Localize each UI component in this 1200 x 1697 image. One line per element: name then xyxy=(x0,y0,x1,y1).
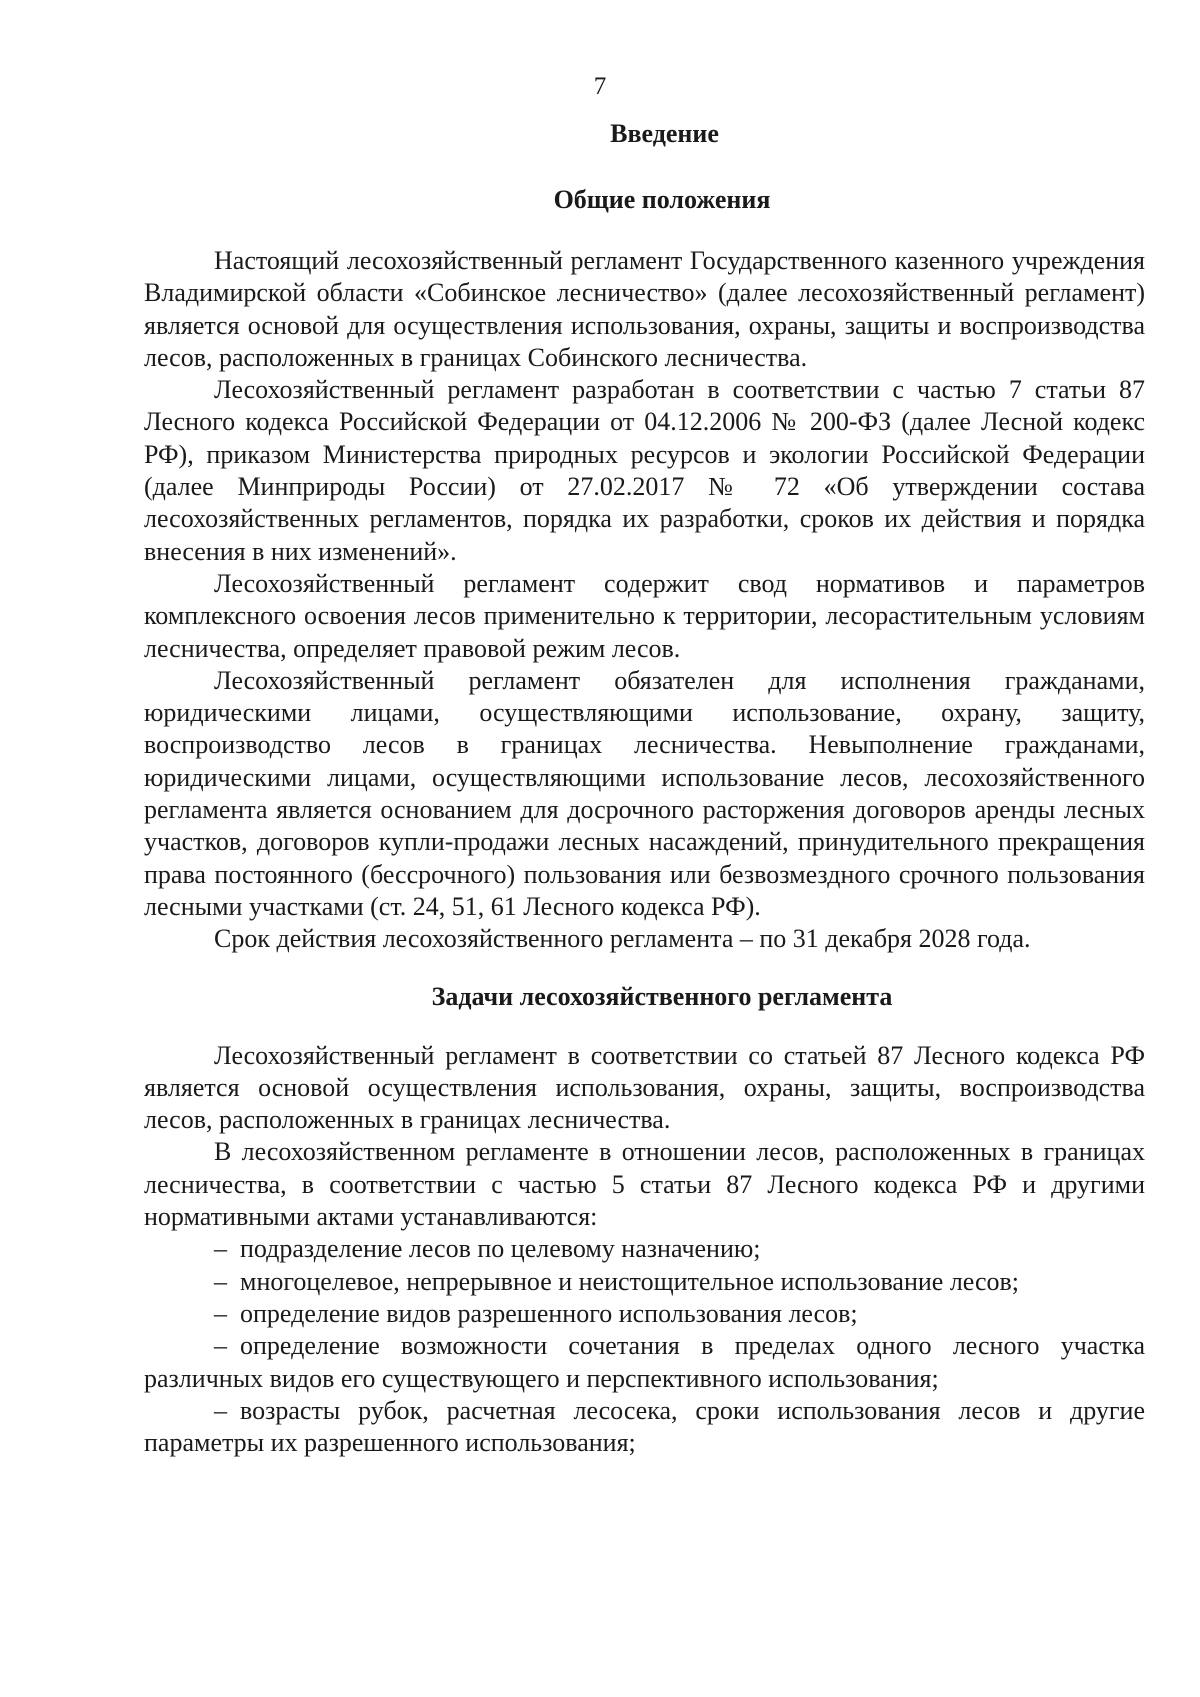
paragraph: Срок действия лесохозяйственного регламента – по 31 декабря 2028 года. xyxy=(214,924,1031,954)
paragraph: Лесохозяйственный регламент обязателен для исполнения гражданами, юридическими лицами, осуществляющими использование, охрану, защиту, воспроизводство лесов в границах лесничества. Невыполнение гражданами, юридическими лицами, осуществляющими использование лесов, лесохозяйственного регламента является основанием для досрочного расторжения договоров аренды лесных участков, договоров купли-продажи лесных насаждений, принудительного прекращения права постоянного (бессрочного) пользования или безвозмездного срочного пользования лесными участками (ст. 24, 51, 61 Лесного кодекса РФ). xyxy=(144,665,1145,921)
dash-bullet: – xyxy=(214,1234,227,1264)
list-item xyxy=(144,1330,1145,1395)
tasks-list xyxy=(144,1233,1145,1459)
paragraph: Лесохозяйственный регламент разработан в соответствии с частью 7 статьи 87 Лесного кодекса Российской Федерации от 04.12.2006 № 200-ФЗ (далее Лесной кодекс РФ), приказом Министерства природных ресурсов и экологии Российской Федерации (далее Минприроды России) от 27.02.2017 № 72 «Об утверждении состава лесохозяйственных регламентов, порядка их разработки, сроков их действия и порядка внесения в них изменений». xyxy=(144,375,1145,566)
list-item-text: возрасты рубок, расчетная лесосека, сроки использования лесов и другие параметры их разрешенного использования; xyxy=(144,1395,1145,1458)
list-item-text: определение видов разрешенного использования лесов; xyxy=(240,1298,858,1328)
dash-bullet: – xyxy=(214,1298,227,1328)
list-item-text: подразделение лесов по целевому назначению; xyxy=(240,1234,761,1264)
list-item-text: многоцелевое, непрерывное и неистощительное использование лесов; xyxy=(240,1266,1020,1296)
list-item xyxy=(144,1266,1145,1298)
list-item xyxy=(144,1233,1145,1265)
paragraph: В лесохозяйственном регламенте в отношении лесов, расположенных в границах лесничества, в соответствии с частью 5 статьи 87 Лесного кодекса РФ и другими нормативными актами устанавливаются: xyxy=(144,1137,1145,1232)
dash-bullet: – xyxy=(214,1331,227,1361)
paragraph: Лесохозяйственный регламент содержит свод нормативов и параметров комплексного освоения лесов применительно к территории, лесорастительным условиям лесничества, определяет правовой режим лесов. xyxy=(144,568,1145,663)
document-body xyxy=(144,118,1145,1459)
dash-bullet: – xyxy=(214,1395,227,1425)
page-number: 7 xyxy=(593,73,607,100)
list-item-text: определение возможности сочетания в пределах одного лесного участка различных видов его существующего и перспективного использования; xyxy=(144,1331,1145,1393)
dash-bullet: – xyxy=(214,1266,227,1296)
heading-introduction: Введение xyxy=(610,119,719,148)
section-general-provisions xyxy=(144,245,1145,956)
heading-general-provisions: Общие положения xyxy=(553,185,771,214)
paragraph: Лесохозяйственный регламент в соответствии со статьей 87 Лесного кодекса РФ является основой осуществления использования, охраны, защиты, воспроизводства лесов, расположенных в границах лесничества. xyxy=(144,1040,1145,1135)
heading-regulation-tasks: Задачи лесохозяйственного регламента xyxy=(431,981,893,1011)
paragraph: Настоящий лесохозяйственный регламент Государственного казенного учреждения Владимирской области «Собинское лесничество» (далее лесохозяйственный регламент) является основой для осуществления использования, охраны, защиты и воспроизводства лесов, расположенных в границах Собинского лесничества. xyxy=(144,246,1145,372)
list-item xyxy=(144,1395,1145,1460)
section-regulation-tasks xyxy=(144,1040,1145,1460)
list-item xyxy=(144,1298,1145,1330)
